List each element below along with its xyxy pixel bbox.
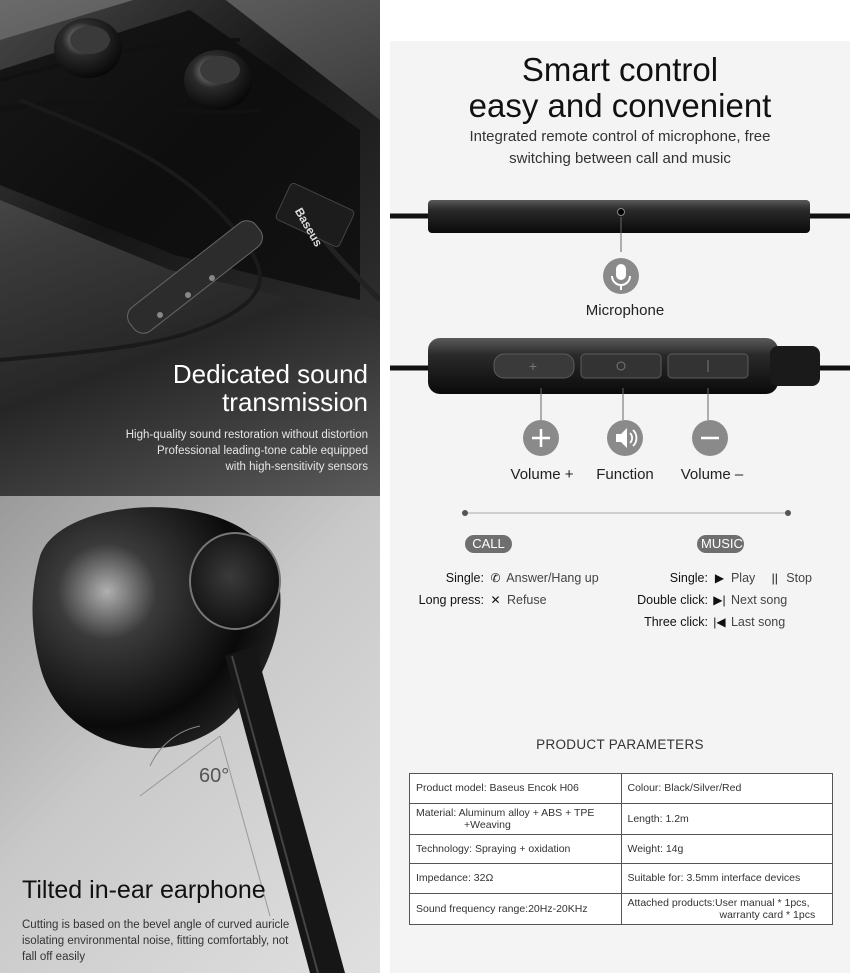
table-row (410, 774, 833, 804)
table-cell (621, 893, 833, 924)
plus-mark: + (528, 358, 538, 374)
music-row (620, 593, 787, 607)
call-row-value: Refuse (506, 593, 547, 607)
title-line: Dedicated sound (172, 359, 368, 389)
table-row (410, 803, 833, 834)
table-cell: Length: 1.2m (621, 803, 833, 834)
subtitle-line: switching between call and music (509, 150, 731, 167)
call-row-value: Answer/Hang up (506, 571, 599, 585)
tilted-earphone-title: Tilted in-ear earphone (22, 876, 266, 904)
music-row-key: Double click: (637, 593, 708, 607)
play-icon: ▶ (714, 571, 725, 585)
dedicated-sound-desc (8, 427, 368, 475)
dedicated-sound-panel (0, 0, 380, 496)
title-line: Smart control (521, 51, 719, 88)
call-row-key: Long press: (418, 593, 484, 607)
table-cell (410, 803, 622, 834)
call-row-key: Single: (445, 571, 484, 585)
title-line: transmission (222, 387, 368, 417)
music-row (620, 571, 812, 585)
cell-line: Attached products:User manual * 1pcs, (627, 896, 810, 909)
phone-icon: ✆ (490, 571, 501, 585)
cell-line: +Weaving (464, 818, 511, 831)
function-label: Function (596, 466, 654, 483)
desc-line: isolating environmental noise, fitting comfortably, not (22, 935, 289, 947)
subtitle-line: Integrated remote control of microphone, free (469, 128, 771, 145)
volume-up-label: Volume + (510, 466, 574, 483)
cell-line: warranty card * 1pcs (719, 908, 816, 921)
table-cell: Product model: Baseus Encok H06 (410, 774, 622, 804)
next-song-icon: ▶| (713, 593, 726, 607)
last-song-icon: |◀ (713, 615, 726, 629)
table-cell: Suitable for: 3.5mm interface devices (621, 864, 833, 894)
divider-dot (462, 510, 468, 516)
table-cell: Weight: 14g (621, 834, 833, 864)
smart-control-title (390, 52, 850, 124)
microphone-label: Microphone (585, 302, 665, 319)
title-line: easy and convenient (468, 87, 772, 124)
desc-line: with high-sensitivity sensors (225, 461, 368, 473)
call-row (400, 593, 547, 607)
call-row (400, 571, 599, 585)
desc-line: Cutting is based on the bevel angle of curved auricle (22, 919, 290, 931)
table-row (410, 893, 833, 924)
music-row-key: Single: (669, 571, 708, 585)
call-badge: CALL (465, 535, 512, 553)
earbud-left-cap (70, 26, 110, 54)
music-row-key: Three click: (644, 615, 708, 629)
music-row-value: Play (730, 571, 756, 585)
mic-remote-body (428, 200, 810, 233)
remote-button-dot (157, 312, 163, 318)
function-button[interactable] (581, 354, 661, 378)
music-row-value: Last song (730, 615, 786, 629)
brand-label: Baseus (291, 205, 326, 250)
product-parameters-table (409, 773, 833, 925)
music-row (620, 615, 785, 629)
remote-button-dot (185, 292, 191, 298)
smart-control-subtitle (430, 126, 810, 170)
table-cell: Colour: Black/Silver/Red (621, 774, 833, 804)
table-cell: Sound frequency range:20Hz-20KHz (410, 893, 622, 924)
pause-icon: || (771, 571, 778, 585)
phone-earphones-illustration (0, 0, 380, 496)
angle-label: 60° (199, 765, 230, 787)
table-row (410, 864, 833, 894)
remote-endcap (770, 346, 820, 386)
music-badge: MUSIC (697, 535, 744, 553)
desc-line: Professional leading-tone cable equipped (157, 445, 368, 457)
desc-line: fall off easily (22, 951, 86, 963)
product-parameters-title: PRODUCT PARAMETERS (536, 737, 704, 752)
table-cell: Technology: Spraying + oxidation (410, 834, 622, 864)
divider-dot (785, 510, 791, 516)
desc-line: High-quality sound restoration without distortion (125, 429, 368, 441)
tilted-earphone-desc (22, 917, 322, 965)
table-row (410, 834, 833, 864)
volume-down-label: Volume – (680, 466, 744, 483)
earbud-cap (190, 533, 280, 629)
hang-up-icon: ✕ (490, 593, 501, 607)
cell-line: Material: Aluminum alloy + ABS + TPE (416, 806, 595, 819)
left-column (0, 0, 380, 973)
table-cell: Impedance: 32Ω (410, 864, 622, 894)
microphone-icon-glyph (616, 264, 626, 280)
dedicated-sound-title (28, 360, 368, 416)
earbud-right-cap (200, 56, 240, 84)
mic-hole (618, 209, 625, 216)
music-row-value: Next song (730, 593, 788, 607)
music-row-value: Stop (786, 571, 812, 585)
remote-button-dot (209, 275, 215, 281)
